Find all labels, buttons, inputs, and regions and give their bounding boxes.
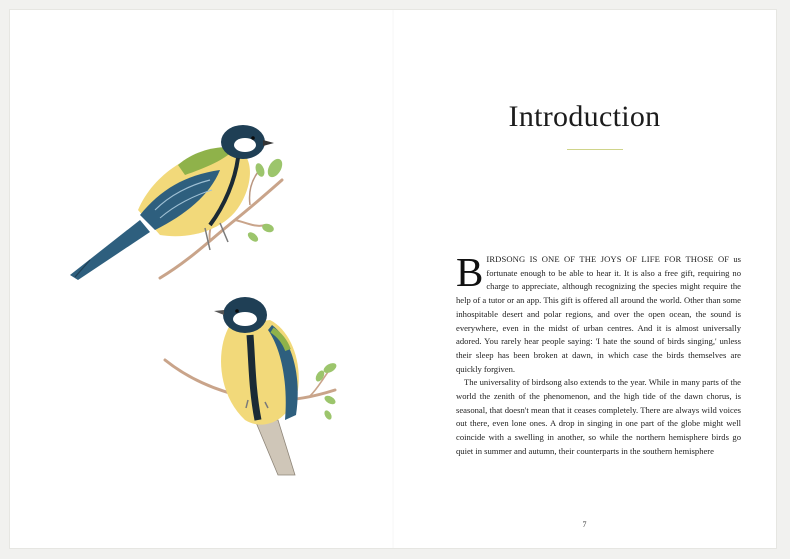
left-page	[10, 10, 393, 548]
right-page	[393, 10, 776, 548]
great-tit-illustration-upper	[60, 110, 300, 290]
body-text	[456, 249, 741, 459]
page-number: 7	[582, 520, 587, 529]
paragraph-1-text: us fortunate enough to be able to hear it. It is also a free gift, requiring no charge to appreciate, although recognizing the species might require the help of a tutor or an app. This gift is offered all around the world. Other than some inhospitable desert and polar regions, and over the open ocean, the sound is everywhere, even in the midst of urban centres. And it is almost universally adored. You rarely hear people saying: 'I hate the sound of birds singing,' unless their sleep has been broken at dawn, in which case the birds themselves are quickly forgiven.	[456, 254, 741, 374]
paragraph-2: The universality of birdsong also extends to the year. While in many parts of the world the zenith of the phenomenon, and the high tide of the dawn chorus, is seasonal, that doesn't mean that it ceases completely. There are always wild voices out there, even lone ones. A drop in singing in one part of the globe might well coincide with a swelling in another, so while the northern hemisphere birds go quiet in summer and autumn, their counterparts in the southern hemisphere	[456, 377, 741, 456]
lead-in-caps: IRDSONG IS ONE OF THE JOYS OF LIFE FOR THOSE OF	[486, 254, 730, 264]
drop-cap: B	[456, 249, 484, 295]
great-tit-illustration-lower	[160, 280, 350, 480]
title-divider	[567, 149, 623, 150]
chapter-title: Introduction	[508, 100, 661, 133]
paragraph-1	[456, 249, 741, 376]
book-spread	[10, 10, 776, 548]
